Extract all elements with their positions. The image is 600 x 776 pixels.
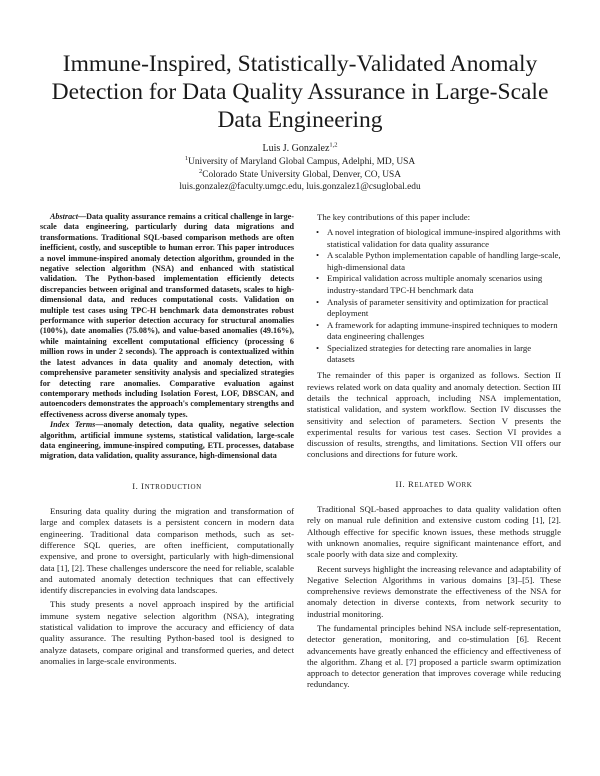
author-block	[80, 142, 520, 194]
list-item: • Empirical validation across multiple anomaly scenarios using industry-standard TPC-H benchmark data	[316, 273, 543, 295]
bullet-icon: •	[316, 227, 320, 238]
author-emails: luis.gonzalez@faculty.umgc.edu, luis.gonzalez1@csuglobal.edu	[179, 182, 421, 193]
affiliation-2: $^2$Colorado State University Global, Denver, CO, USA	[198, 167, 402, 180]
list-item: • A novel integration of biological immune-inspired algorithms with statistical validation for data quality assurance	[316, 227, 561, 249]
right-column	[307, 212, 561, 691]
index-terms: Index Terms—anomaly detection, data quality, negative selection algorithm, artificial immune systems, statistical validation, large-scale data engineering, immune-inspired computing, ETL processes, database migration, data validation, quality assurance, high-dimensional data	[40, 420, 294, 461]
list-item: • Specialized strategies for detecting rare anomalies in large datasets	[316, 342, 532, 365]
related-paragraph: The fundamental principles behind NSA include self-representation, detector generation, monitoring, and co-stimulation [6]. Recent advancements have greatly enhanced the efficiency and effectiveness of the algorithm. Zhang et al. [7] proposed a particle swarm optimization approach to detector generation that improves coverage while reducing redundancy.	[307, 623, 561, 690]
abstract: Abstract—Data quality assurance remains a critical challenge in large-scale data engineering, particularly during data migrations and transformations. Traditional SQL-based comparison methods are often inefficient, costly, and susceptible to human error. This paper introduces a novel immune-inspired anomaly detection algorithm, grounded in the negative selection algorithm (NSA) and enhanced with statistical validation. The Python-based implementation efficiently detects discrepancies between original and transformed datasets, scales to high-dimensional data, and reduces computational costs. Validation on multiple test cases using TPC-H benchmark data demonstrates robust performance with superior detection accuracy for structural anomalies (100%), date anomalies (75.08%), and value-based anomalies (49.16%), while maintaining excellent computational efficiency (processing 6 million rows in under 2 seconds). The approach is contextualized within the latest advances in data quality and anomaly detection, with comprehensive parameter sensitivity analysis and specialized strategies for detecting rare anomalies. Comparative evaluation against contemporary methods including Isolation Forest, LOF, DBSCAN, and autoencoders demonstrates the approach's complementary strengths and effectiveness across diverse anomaly types.	[40, 212, 294, 419]
paper-outline-paragraph: The remainder of this paper is organized as follows. Section II reviews related work on data quality and anomaly detection. Section III details the technical approach, including NSA implementation, statistical validation, and system workflow. Section IV discusses the sensitivity and selection of parameters. Section V presents the experimental results for various test cases. Section VI provides a discussion of results, strengths, and limitations. Section VII offers our conclusions and directions for future work.	[307, 370, 561, 460]
list-item: • A framework for adapting immune-inspired techniques to modern data engineering challenges	[316, 319, 558, 341]
section-heading-introduction: I. INTRODUCTION	[132, 480, 202, 491]
contributions-list	[307, 227, 561, 365]
paper-title	[40, 50, 560, 134]
related-paragraph: Recent surveys highlight the increasing relevance and adaptability of Negative Selection Algorithms in various domains [3]–[5]. These comprehensive reviews demonstrate the effectiveness of the NSA for anomaly detection in diverse contexts, from network security to industrial monitoring.	[307, 563, 561, 619]
bullet-icon: •	[316, 250, 320, 261]
author-name: Luis J. Gonzalez$^{1,2}$	[262, 141, 338, 154]
list-item: • Analysis of parameter sensitivity and optimization for practical deployment	[316, 296, 549, 318]
bullet-icon: •	[316, 273, 320, 284]
title-line: Data Engineering	[217, 107, 383, 133]
affiliation-1: $^1$University of Maryland Global Campus, Adelphi, MD, USA	[184, 154, 416, 167]
section-heading-related-work: II. RELATED WORK	[395, 478, 473, 489]
bullet-icon: •	[316, 296, 320, 307]
left-column	[40, 212, 294, 667]
intro-paragraph: This study presents a novel approach inspired by the artificial immune system negative selection algorithm (NSA), integrating statistical validation to improve the accuracy and efficiency of data quality assurance. The resulting Python-based tool is designed to analyze datasets, compare original and transformed queries, and detect anomalies in large-scale environments.	[40, 599, 294, 666]
title-line: Immune-Inspired, Statistically-Validated Anomaly	[62, 51, 538, 77]
bullet-icon: •	[316, 319, 320, 330]
list-item: • A scalable Python implementation capable of handling large-scale, high-dimensional data	[316, 250, 561, 272]
bullet-icon: •	[316, 342, 320, 353]
related-paragraph: Traditional SQL-based approaches to data quality validation often rely on manual rule definition and extensive custom coding [1], [2]. Although effective for specific known issues, these methods struggle with unknown anomalies, require significant maintenance effort, and scale poorly with data size and complexity.	[307, 504, 561, 560]
contributions-intro: The key contributions of this paper include:	[317, 212, 471, 222]
intro-paragraph: Ensuring data quality during the migration and transformation of large and complex datasets is a persistent concern in modern data engineering. Traditional data comparison methods, such as set-difference SQL queries, are often inefficient, computationally expensive, and prone to oversight, particularly with high-dimensional data [1], [2]. These challenges underscore the need for reliable, scalable and automated anomaly detection techniques that can effectively identify discrepancies in evolving data landscapes.	[40, 506, 294, 596]
title-line: Detection for Data Quality Assurance in Large-Scale	[51, 79, 549, 105]
